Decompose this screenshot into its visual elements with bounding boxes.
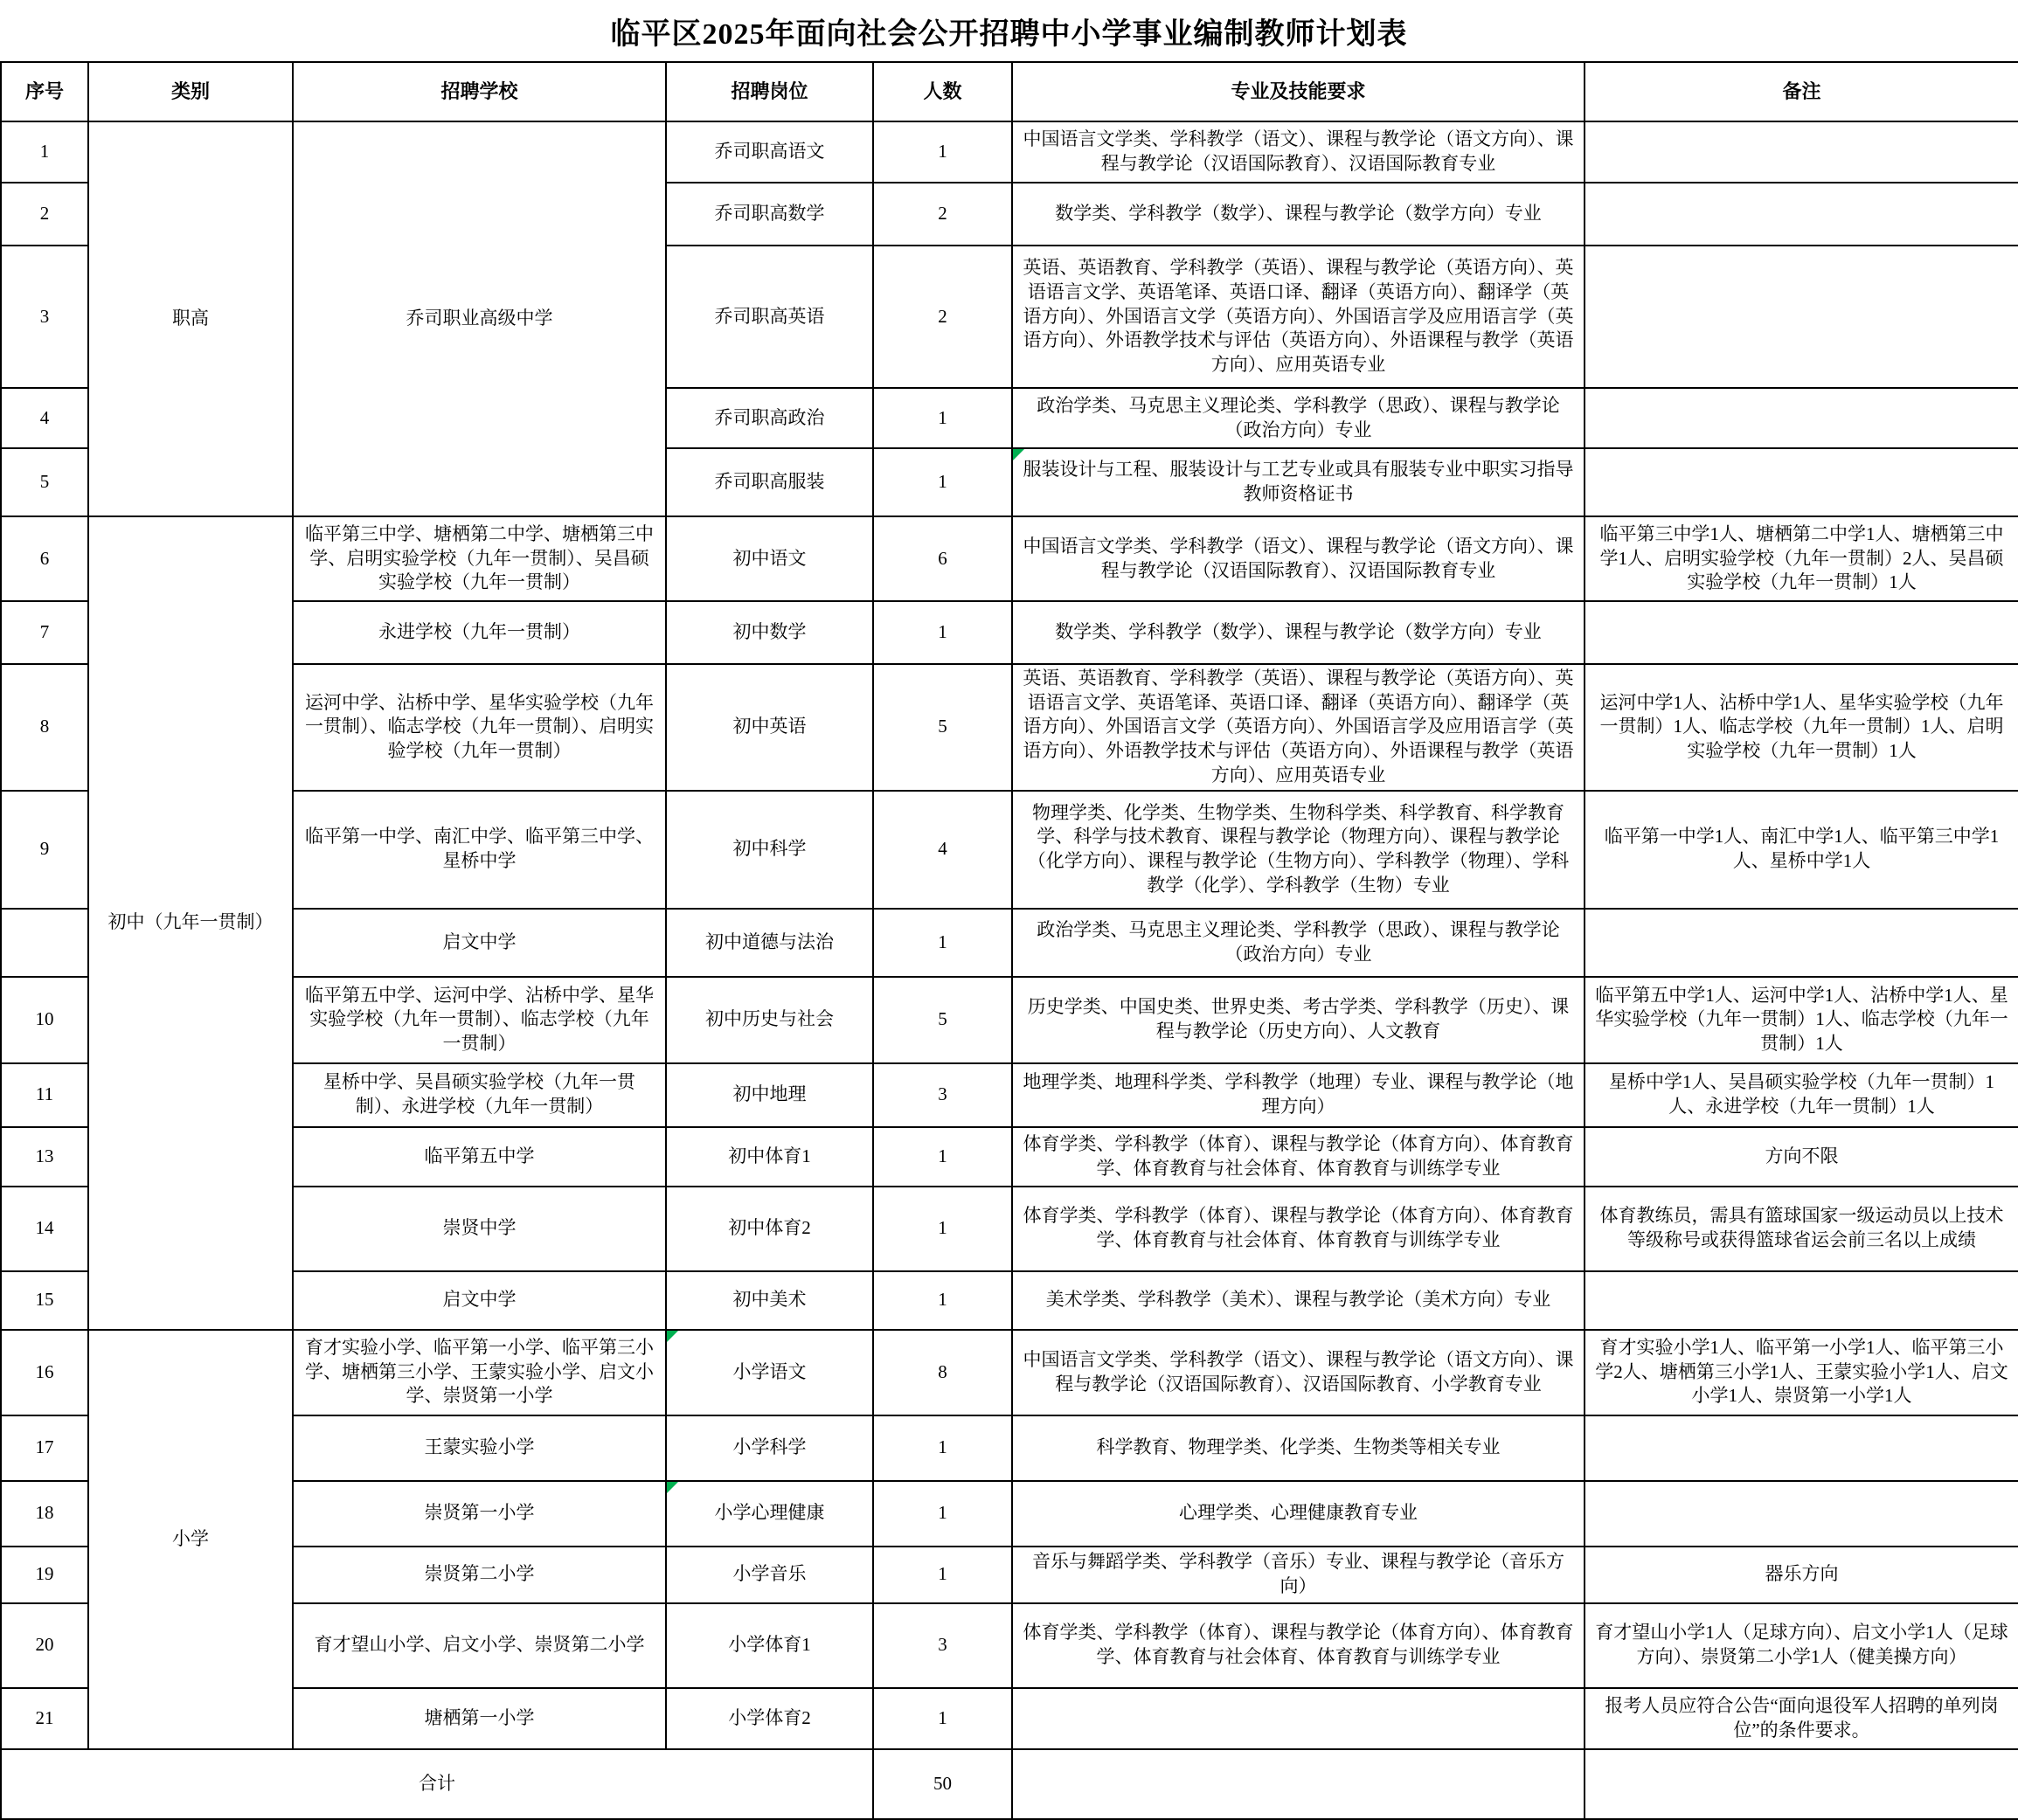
- cell-remarks: [1585, 121, 2018, 183]
- total-count-cell: 50: [873, 1749, 1012, 1819]
- cell-requirements: 中国语言文学类、学科教学（语文）、课程与教学论（语文方向）、课程与教学论（汉语国际教育）、汉语国际教育专业: [1012, 121, 1585, 183]
- table-row: [1, 1547, 2018, 1603]
- cell-remarks: [1585, 1271, 2018, 1330]
- cell-seq: 4: [1, 388, 88, 448]
- cell-seq: 8: [1, 664, 88, 791]
- table-row: [1, 1063, 2018, 1127]
- cell-requirements: 音乐与舞蹈学类、学科教学（音乐）专业、课程与教学论（音乐方向）: [1012, 1547, 1585, 1603]
- cell-school: 临平第五中学: [293, 1127, 666, 1187]
- table-row: [1, 1481, 2018, 1547]
- cell-count: 3: [873, 1063, 1012, 1127]
- cell-count: 1: [873, 121, 1012, 183]
- cell-seq: 2: [1, 183, 88, 246]
- cell-remarks: 临平第五中学1人、运河中学1人、沾桥中学1人、星华实验学校（九年一贯制）1人、临志学校（九年一贯制）1人: [1585, 977, 2018, 1063]
- cell-position: 小学科学: [666, 1415, 873, 1481]
- cell-category: 初中（九年一贯制）: [88, 516, 293, 1330]
- cell-remarks: 报考人员应符合公告“面向退役军人招聘的单列岗位”的条件要求。: [1585, 1688, 2018, 1749]
- cell-count: 1: [873, 909, 1012, 977]
- cell-seq: 18: [1, 1481, 88, 1547]
- cell-remarks: 器乐方向: [1585, 1547, 2018, 1603]
- cell-seq: 1: [1, 121, 88, 183]
- cell-position: 乔司职高语文: [666, 121, 873, 183]
- cell-position: 初中美术: [666, 1271, 873, 1330]
- cell-position: 乔司职高英语: [666, 246, 873, 388]
- cell-seq: 9: [1, 791, 88, 909]
- cell-position: 初中历史与社会: [666, 977, 873, 1063]
- cell-position: 乔司职高数学: [666, 183, 873, 246]
- cell-requirements: 历史学类、中国史类、世界史类、考古学类、学科教学（历史）、课程与教学论（历史方向）、人文教育: [1012, 977, 1585, 1063]
- cell-count: 1: [873, 1271, 1012, 1330]
- table-row: [1, 791, 2018, 909]
- cell-position-text: 小学语文: [732, 1360, 807, 1382]
- cell-seq: 5: [1, 448, 88, 516]
- excel-flag-icon: [667, 1482, 678, 1493]
- cell-count: 1: [873, 388, 1012, 448]
- header-row: [1, 62, 2018, 121]
- excel-flag-icon: [1013, 449, 1024, 460]
- cell-count: 5: [873, 664, 1012, 791]
- cell-position: [666, 1330, 873, 1415]
- cell-requirements: [1012, 1688, 1585, 1749]
- cell-school: 临平第三中学、塘栖第二中学、塘栖第三中学、启明实验学校（九年一贯制）、吴昌硕实验学校（九年一贯制）: [293, 516, 666, 601]
- cell-school: 启文中学: [293, 909, 666, 977]
- cell-count: 1: [873, 601, 1012, 664]
- table-row: [1, 1688, 2018, 1749]
- total-remarks-cell: [1585, 1749, 2018, 1819]
- cell-category: 小学: [88, 1330, 293, 1749]
- cell-requirements: 体育学类、学科教学（体育）、课程与教学论（体育方向）、体育教育学、体育教育与社会体育、体育教育与训练学专业: [1012, 1187, 1585, 1271]
- cell-requirements: 中国语言文学类、学科教学（语文）、课程与教学论（语文方向）、课程与教学论（汉语国际教育）、汉语国际教育、小学教育专业: [1012, 1330, 1585, 1415]
- cell-requirements: 数学类、学科教学（数学）、课程与教学论（数学方向）专业: [1012, 183, 1585, 246]
- cell-position: 初中道德与法治: [666, 909, 873, 977]
- cell-position: 小学音乐: [666, 1547, 873, 1603]
- col-header-count: 人数: [873, 62, 1012, 121]
- col-header-seq: 序号: [1, 62, 88, 121]
- cell-position: 初中地理: [666, 1063, 873, 1127]
- cell-requirements: 英语、英语教育、学科教学（英语）、课程与教学论（英语方向）、英语语言文学、英语笔译、英语口译、翻译（英语方向）、翻译学（英语方向）、外国语言文学（英语方向）、外国语言学及应用语言学（英语方向）、外语教学技术与评估（英语方向）、外语课程与教学（英语方向）、应用英语专业: [1012, 664, 1585, 791]
- table-row: [1, 1330, 2018, 1415]
- table-row: [1, 664, 2018, 791]
- cell-remarks: [1585, 448, 2018, 516]
- cell-count: 5: [873, 977, 1012, 1063]
- table-row: [1, 601, 2018, 664]
- cell-position: 乔司职高政治: [666, 388, 873, 448]
- cell-requirements: 政治学类、马克思主义理论类、学科教学（思政）、课程与教学论（政治方向）专业: [1012, 388, 1585, 448]
- cell-position: 初中数学: [666, 601, 873, 664]
- cell-school: 运河中学、沾桥中学、星华实验学校（九年一贯制）、临志学校（九年一贯制）、启明实验学校（九年一贯制）: [293, 664, 666, 791]
- cell-requirements: 体育学类、学科教学（体育）、课程与教学论（体育方向）、体育教育学、体育教育与社会体育、体育教育与训练学专业: [1012, 1603, 1585, 1688]
- table-row: [1, 1187, 2018, 1271]
- cell-position: 初中体育1: [666, 1127, 873, 1187]
- cell-position: 初中英语: [666, 664, 873, 791]
- cell-requirements: 英语、英语教育、学科教学（英语）、课程与教学论（英语方向）、英语语言文学、英语笔译、英语口译、翻译（英语方向）、翻译学（英语方向）、外国语言文学（英语方向）、外国语言学及应用语言学（英语方向）、外语教学技术与评估（英语方向）、外语课程与教学（英语方向）、应用英语专业: [1012, 246, 1585, 388]
- cell-school: 王蒙实验小学: [293, 1415, 666, 1481]
- table-row: [1, 516, 2018, 601]
- cell-remarks: [1585, 1481, 2018, 1547]
- cell-remarks: 方向不限: [1585, 1127, 2018, 1187]
- cell-position: 初中科学: [666, 791, 873, 909]
- cell-position: 乔司职高服装: [666, 448, 873, 516]
- table-row: [1, 1271, 2018, 1330]
- cell-remarks: [1585, 246, 2018, 388]
- cell-school: 乔司职业高级中学: [293, 121, 666, 516]
- cell-remarks: [1585, 1415, 2018, 1481]
- cell-school: 星桥中学、吴昌硕实验学校（九年一贯制）、永进学校（九年一贯制）: [293, 1063, 666, 1127]
- cell-seq: 3: [1, 246, 88, 388]
- cell-seq: 21: [1, 1688, 88, 1749]
- cell-seq: 7: [1, 601, 88, 664]
- table-row: [1, 1415, 2018, 1481]
- cell-count: 1: [873, 448, 1012, 516]
- excel-flag-icon: [667, 1331, 678, 1342]
- cell-school: 崇贤第二小学: [293, 1547, 666, 1603]
- total-requirements-cell: [1012, 1749, 1585, 1819]
- cell-school: 临平第五中学、运河中学、沾桥中学、星华实验学校（九年一贯制）、临志学校（九年一贯制）: [293, 977, 666, 1063]
- cell-count: 3: [873, 1603, 1012, 1688]
- cell-seq: 10: [1, 977, 88, 1063]
- cell-count: 4: [873, 791, 1012, 909]
- cell-requirements: 物理学类、化学类、生物学类、生物科学类、科学教育、科学教育学、科学与技术教育、课程与教学论（物理方向）、课程与教学论（化学方向）、课程与教学论（生物方向）、学科教学（物理）、学科教学（化学）、学科教学（生物）专业: [1012, 791, 1585, 909]
- cell-seq: 14: [1, 1187, 88, 1271]
- cell-school: 育才望山小学、启文小学、崇贤第二小学: [293, 1603, 666, 1688]
- cell-school: 育才实验小学、临平第一小学、临平第三小学、塘栖第三小学、王蒙实验小学、启文小学、崇贤第一小学: [293, 1330, 666, 1415]
- cell-count: 1: [873, 1547, 1012, 1603]
- cell-requirements: 美术学类、学科教学（美术）、课程与教学论（美术方向）专业: [1012, 1271, 1585, 1330]
- col-header-remarks: 备注: [1585, 62, 2018, 121]
- cell-count: 1: [873, 1481, 1012, 1547]
- col-header-requirements: 专业及技能要求: [1012, 62, 1585, 121]
- cell-seq: 11: [1, 1063, 88, 1127]
- cell-remarks: [1585, 183, 2018, 246]
- cell-requirements: 地理学类、地理科学类、学科教学（地理）专业、课程与教学论（地理方向）: [1012, 1063, 1585, 1127]
- cell-position: [666, 1481, 873, 1547]
- recruitment-plan-table: [0, 61, 2018, 1820]
- cell-school: 临平第一中学、南汇中学、临平第三中学、星桥中学: [293, 791, 666, 909]
- cell-remarks: 临平第一中学1人、南汇中学1人、临平第三中学1人、星桥中学1人: [1585, 791, 2018, 909]
- cell-seq: 16: [1, 1330, 88, 1415]
- cell-count: 1: [873, 1688, 1012, 1749]
- table-row: [1, 1603, 2018, 1688]
- cell-requirements: 体育学类、学科教学（体育）、课程与教学论（体育方向）、体育教育学、体育教育与社会体育、体育教育与训练学专业: [1012, 1127, 1585, 1187]
- cell-remarks: 运河中学1人、沾桥中学1人、星华实验学校（九年一贯制）1人、临志学校（九年一贯制）1人、启明实验学校（九年一贯制）1人: [1585, 664, 2018, 791]
- cell-category: 职高: [88, 121, 293, 516]
- total-label-cell: 合计: [1, 1749, 873, 1819]
- cell-count: 1: [873, 1415, 1012, 1481]
- col-header-position: 招聘岗位: [666, 62, 873, 121]
- cell-count: 1: [873, 1187, 1012, 1271]
- cell-count: 6: [873, 516, 1012, 601]
- cell-requirements: 心理学类、心理健康教育专业: [1012, 1481, 1585, 1547]
- cell-remarks: 临平第三中学1人、塘栖第二中学1人、塘栖第三中学1人、启明实验学校（九年一贯制）2人、吴昌硕实验学校（九年一贯制）1人: [1585, 516, 2018, 601]
- cell-remarks: 星桥中学1人、吴昌硕实验学校（九年一贯制）1人、永进学校（九年一贯制）1人: [1585, 1063, 2018, 1127]
- cell-school: 启文中学: [293, 1271, 666, 1330]
- cell-seq: 13: [1, 1127, 88, 1187]
- total-row: [1, 1749, 2018, 1819]
- table-row: [1, 121, 2018, 183]
- cell-remarks: [1585, 909, 2018, 977]
- cell-requirements: 数学类、学科教学（数学）、课程与教学论（数学方向）专业: [1012, 601, 1585, 664]
- cell-school: 塘栖第一小学: [293, 1688, 666, 1749]
- cell-position: 小学体育1: [666, 1603, 873, 1688]
- table-row: [1, 909, 2018, 977]
- table-row: [1, 977, 2018, 1063]
- cell-seq: 19: [1, 1547, 88, 1603]
- cell-remarks: 体育教练员，需具有篮球国家一级运动员以上技术等级称号或获得篮球省运会前三名以上成绩: [1585, 1187, 2018, 1271]
- cell-seq: 15: [1, 1271, 88, 1330]
- cell-school: 崇贤第一小学: [293, 1481, 666, 1547]
- cell-count: 2: [873, 183, 1012, 246]
- cell-remarks: 育才望山小学1人（足球方向）、启文小学1人（足球方向）、崇贤第二小学1人（健美操方向）: [1585, 1603, 2018, 1688]
- cell-school: 永进学校（九年一贯制）: [293, 601, 666, 664]
- cell-requirements: 中国语言文学类、学科教学（语文）、课程与教学论（语文方向）、课程与教学论（汉语国际教育）、汉语国际教育专业: [1012, 516, 1585, 601]
- cell-remarks: [1585, 601, 2018, 664]
- col-header-category: 类别: [88, 62, 293, 121]
- cell-seq: 6: [1, 516, 88, 601]
- page-title: 临平区2025年面向社会公开招聘中小学事业编制教师计划表: [610, 17, 1408, 51]
- cell-count: 2: [873, 246, 1012, 388]
- cell-seq: 17: [1, 1415, 88, 1481]
- cell-position: 小学体育2: [666, 1688, 873, 1749]
- cell-position: 初中语文: [666, 516, 873, 601]
- cell-school: 崇贤中学: [293, 1187, 666, 1271]
- cell-requirements: 政治学类、马克思主义理论类、学科教学（思政）、课程与教学论（政治方向）专业: [1012, 909, 1585, 977]
- cell-seq: 20: [1, 1603, 88, 1688]
- cell-requirements-text: 服装设计与工程、服装设计与工艺专业或具有服装专业中职实习指导教师资格证书: [1023, 459, 1574, 504]
- cell-count: 8: [873, 1330, 1012, 1415]
- cell-remarks: 育才实验小学1人、临平第一小学1人、临平第三小学2人、塘栖第三小学1人、王蒙实验小学1人、启文小学1人、崇贤第一小学1人: [1585, 1330, 2018, 1415]
- cell-seq: [1, 909, 88, 977]
- cell-requirements: [1012, 448, 1585, 516]
- cell-requirements: 科学教育、物理学类、化学类、生物类等相关专业: [1012, 1415, 1585, 1481]
- cell-position-text: 小学心理健康: [714, 1502, 825, 1524]
- col-header-school: 招聘学校: [293, 62, 666, 121]
- cell-count: 1: [873, 1127, 1012, 1187]
- table-row: [1, 1127, 2018, 1187]
- cell-remarks: [1585, 388, 2018, 448]
- cell-position: 初中体育2: [666, 1187, 873, 1271]
